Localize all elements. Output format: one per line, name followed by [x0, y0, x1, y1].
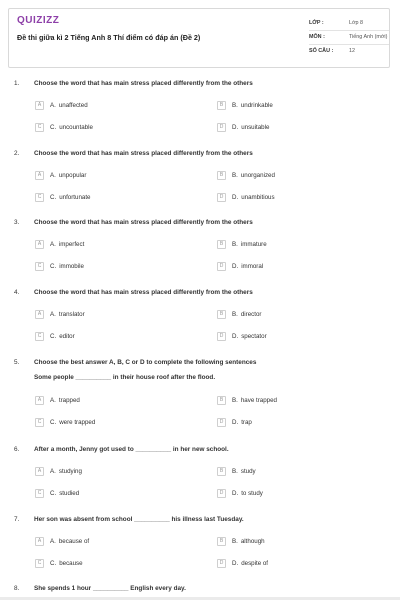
- option-text: director: [240, 310, 262, 318]
- option-text: unorganized: [240, 171, 275, 179]
- question-number: 5.: [14, 359, 20, 366]
- option-text: were trapped: [59, 418, 96, 426]
- answer-option-a[interactable]: [35, 100, 88, 110]
- question-text: Her son was absent from school __________ his illness last Tuesday.: [34, 516, 244, 523]
- option-letter-badge: D: [217, 559, 226, 568]
- question-text: Choose the best answer A, B, C or D to complete the following sentences: [34, 359, 257, 366]
- option-letter-badge: C: [35, 332, 44, 341]
- option-letter-badge: A: [35, 310, 44, 319]
- option-label: B.: [232, 467, 238, 475]
- answer-option-c[interactable]: [35, 331, 75, 341]
- option-letter-badge: C: [35, 489, 44, 498]
- option-letter-badge: A: [35, 467, 44, 476]
- answer-option-a[interactable]: [35, 309, 85, 319]
- option-letter-badge: B: [217, 467, 226, 476]
- answer-option-a[interactable]: [35, 170, 86, 180]
- option-label: A.: [50, 240, 56, 248]
- option-label: B.: [232, 171, 238, 179]
- question-sentence: Some people __________ in their house roof after the flood.: [34, 374, 216, 381]
- question-text: Choose the word that has main stress placed differently from the others: [34, 289, 253, 296]
- answer-option-d[interactable]: [217, 417, 252, 427]
- option-label: B.: [232, 240, 238, 248]
- question-text: She spends 1 hour __________ English every day.: [34, 585, 186, 592]
- answer-option-b[interactable]: [217, 309, 262, 319]
- option-label: C.: [50, 123, 57, 131]
- meta-value: 12: [349, 48, 355, 54]
- option-text: trapped: [58, 396, 80, 404]
- option-letter-badge: A: [35, 240, 44, 249]
- answer-option-c[interactable]: [35, 192, 91, 202]
- option-text: because of: [58, 537, 90, 545]
- option-text: trap: [241, 418, 252, 426]
- answer-option-a[interactable]: [35, 466, 82, 476]
- option-text: undrinkable: [240, 101, 273, 109]
- option-letter-badge: A: [35, 101, 44, 110]
- option-text: unpopular: [58, 171, 87, 179]
- option-label: A.: [50, 101, 56, 109]
- answer-option-d[interactable]: [217, 192, 275, 202]
- option-text: study: [240, 467, 256, 475]
- option-text: spectator: [241, 332, 267, 340]
- meta-value: Tiếng Anh (mới): [349, 34, 388, 40]
- answer-option-b[interactable]: [217, 239, 267, 249]
- answer-option-b[interactable]: [217, 466, 256, 476]
- option-label: A.: [50, 171, 56, 179]
- option-text: studied: [59, 489, 80, 497]
- option-letter-badge: D: [217, 332, 226, 341]
- option-text: despite of: [241, 559, 269, 567]
- answer-option-c[interactable]: [35, 122, 93, 132]
- option-label: D.: [232, 332, 239, 340]
- answer-option-a[interactable]: [35, 395, 80, 405]
- meta-key: SỐ CÂU :: [309, 48, 334, 54]
- option-text: editor: [59, 332, 75, 340]
- option-text: immature: [240, 240, 267, 248]
- worksheet-header: [8, 8, 390, 68]
- option-letter-badge: C: [35, 262, 44, 271]
- option-label: C.: [50, 559, 57, 567]
- answer-option-c[interactable]: [35, 558, 83, 568]
- meta-value: Lớp 8: [349, 20, 364, 26]
- option-label: B.: [232, 537, 238, 545]
- option-letter-badge: D: [217, 123, 226, 132]
- option-letter-badge: D: [217, 262, 226, 271]
- option-label: C.: [50, 262, 57, 270]
- question-number: 4.: [14, 289, 20, 296]
- option-label: C.: [50, 418, 57, 426]
- option-text: immoral: [241, 262, 264, 270]
- answer-option-a[interactable]: [35, 239, 84, 249]
- option-label: A.: [50, 537, 56, 545]
- option-text: unsuitable: [241, 123, 270, 131]
- option-letter-badge: A: [35, 396, 44, 405]
- option-text: because: [59, 559, 83, 567]
- option-label: B.: [232, 396, 238, 404]
- option-letter-badge: D: [217, 193, 226, 202]
- option-letter-badge: C: [35, 559, 44, 568]
- option-label: C.: [50, 332, 57, 340]
- option-letter-badge: D: [217, 489, 226, 498]
- option-label: C.: [50, 193, 57, 201]
- meta-row-class: [309, 17, 389, 30]
- meta-key: LỚP :: [309, 20, 324, 26]
- answer-option-d[interactable]: [217, 261, 263, 271]
- option-text: to study: [241, 489, 263, 497]
- question-number: 6.: [14, 446, 20, 453]
- question-text: After a month, Jenny got used to __________ in her new school.: [34, 446, 229, 453]
- answer-option-c[interactable]: [35, 488, 79, 498]
- answer-option-a[interactable]: [35, 536, 89, 546]
- option-text: unaffected: [58, 101, 88, 109]
- question-number: 7.: [14, 516, 20, 523]
- answer-option-c[interactable]: [35, 417, 95, 427]
- option-text: translator: [58, 310, 85, 318]
- question-number: 1.: [14, 80, 20, 87]
- option-label: A.: [50, 396, 56, 404]
- quizizz-logo[interactable]: QUIZIZZ: [17, 15, 60, 26]
- question-text: Choose the word that has main stress placed differently from the others: [34, 80, 253, 87]
- option-label: A.: [50, 467, 56, 475]
- option-text: imperfect: [58, 240, 85, 248]
- option-label: D.: [232, 193, 239, 201]
- option-label: D.: [232, 559, 239, 567]
- option-letter-badge: B: [217, 240, 226, 249]
- option-label: D.: [232, 262, 239, 270]
- answer-option-b[interactable]: [217, 170, 275, 180]
- option-text: studying: [58, 467, 82, 475]
- option-text: although: [240, 537, 265, 545]
- option-letter-badge: C: [35, 193, 44, 202]
- answer-option-d[interactable]: [217, 558, 268, 568]
- option-text: unambitious: [241, 193, 275, 201]
- option-text: immobile: [59, 262, 84, 270]
- worksheet-meta: [309, 17, 389, 58]
- option-letter-badge: A: [35, 537, 44, 546]
- option-text: uncountable: [59, 123, 93, 131]
- meta-row-count: [309, 44, 389, 58]
- option-letter-badge: B: [217, 310, 226, 319]
- worksheet-title: Đề thi giữa kì 2 Tiếng Anh 8 Thí điểm có đáp án (Đề 2): [17, 33, 201, 42]
- option-letter-badge: B: [217, 101, 226, 110]
- question-text: Choose the word that has main stress placed differently from the others: [34, 219, 253, 226]
- option-label: B.: [232, 101, 238, 109]
- option-letter-badge: C: [35, 123, 44, 132]
- option-letter-badge: B: [217, 171, 226, 180]
- option-label: A.: [50, 310, 56, 318]
- option-label: D.: [232, 489, 239, 497]
- option-letter-badge: C: [35, 418, 44, 427]
- question-text: Choose the word that has main stress placed differently from the others: [34, 150, 253, 157]
- option-letter-badge: B: [217, 537, 226, 546]
- answer-option-d[interactable]: [217, 122, 269, 132]
- option-letter-badge: B: [217, 396, 226, 405]
- question-number: 3.: [14, 219, 20, 226]
- answer-option-b[interactable]: [217, 536, 265, 546]
- answer-option-c[interactable]: [35, 261, 84, 271]
- option-letter-badge: A: [35, 171, 44, 180]
- answer-option-d[interactable]: [217, 331, 267, 341]
- meta-key: MÔN :: [309, 34, 325, 40]
- answer-option-b[interactable]: [217, 100, 273, 110]
- option-label: B.: [232, 310, 238, 318]
- question-number: 2.: [14, 150, 20, 157]
- meta-row-subject: [309, 30, 389, 44]
- option-label: D.: [232, 418, 239, 426]
- answer-option-b[interactable]: [217, 395, 277, 405]
- option-text: unfortunate: [59, 193, 91, 201]
- option-label: D.: [232, 123, 239, 131]
- option-label: C.: [50, 489, 57, 497]
- option-text: have trapped: [240, 396, 277, 404]
- option-letter-badge: D: [217, 418, 226, 427]
- question-number: 8.: [14, 585, 20, 592]
- answer-option-d[interactable]: [217, 488, 263, 498]
